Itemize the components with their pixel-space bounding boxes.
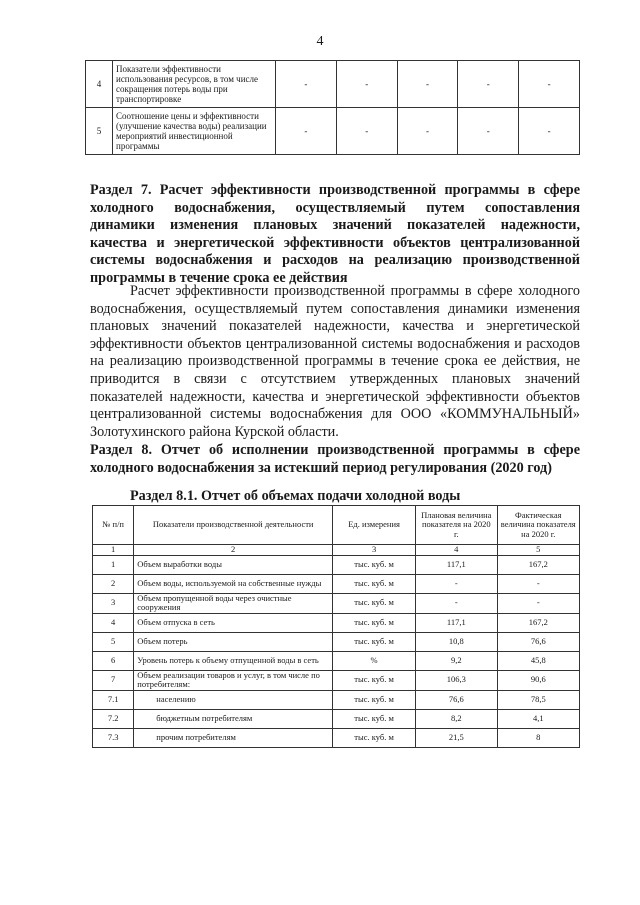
row-unit: тыс. куб. м	[333, 690, 416, 709]
row-plan-value: 10,8	[416, 632, 497, 651]
row-indicator: Объем потерь	[134, 632, 333, 651]
row-value: -	[397, 108, 458, 155]
row-number: 6	[93, 651, 134, 670]
table-row	[93, 593, 580, 613]
row-value: -	[519, 108, 580, 155]
section-7-heading: Раздел 7. Расчет эффективности производственной программы в сфере холодного водоснабжения, осуществляемый путем сопоставления динамики изменения плановых значений показателей надежности, качества и энергетической эффективности объектов централизованной системы водоснабжения и расходов на реализацию производственной программы в течение срока ее действия	[90, 182, 580, 286]
row-fact-value: -	[497, 593, 579, 613]
table-row	[93, 632, 580, 651]
row-plan-value: 76,6	[416, 690, 497, 709]
table-row	[93, 613, 580, 632]
row-value: -	[458, 61, 519, 108]
table-row	[93, 574, 580, 593]
row-indicator: Объем выработки воды	[134, 555, 333, 574]
row-fact-value: 76,6	[497, 632, 579, 651]
section-8-heading: Раздел 8. Отчет об исполнении производственной программы в сфере холодного водоснабжения за истекший период регулирования (2020 год)	[90, 442, 580, 476]
row-unit: тыс. куб. м	[333, 593, 416, 613]
row-indicator: Объем пропущенной воды через очистные сооружения	[134, 593, 333, 613]
row-plan-value: 117,1	[416, 613, 497, 632]
row-label: Соотношение цены и эффективности (улучшение качества воды) реализации мероприятий инвестиционной программы	[113, 108, 276, 155]
row-number: 7.3	[93, 728, 134, 747]
row-value: -	[397, 61, 458, 108]
row-unit: тыс. куб. м	[333, 574, 416, 593]
column-index: 1	[93, 545, 134, 556]
row-unit: тыс. куб. м	[333, 632, 416, 651]
row-value: -	[519, 61, 580, 108]
table-header-row	[93, 506, 580, 545]
header-plan: Плановая величина показателя на 2020 г.	[416, 506, 497, 545]
header-number: № п/п	[93, 506, 134, 545]
row-unit: тыс. куб. м	[333, 728, 416, 747]
water-supply-report-table	[92, 505, 580, 748]
row-indicator: Объем воды, используемой на собственные нужды	[134, 574, 333, 593]
header-indicator: Показатели производственной деятельности	[134, 506, 333, 545]
row-value: -	[276, 108, 337, 155]
table-row	[86, 61, 580, 108]
row-value: -	[336, 61, 397, 108]
column-index: 5	[497, 545, 579, 556]
indicators-table-continuation	[85, 60, 580, 155]
row-indicator: Объем отпуска в сеть	[134, 613, 333, 632]
row-fact-value: 8	[497, 728, 579, 747]
row-plan-value: 8,2	[416, 709, 497, 728]
row-number: 4	[86, 61, 113, 108]
row-unit: тыс. куб. м	[333, 555, 416, 574]
row-number: 3	[93, 593, 134, 613]
row-value: -	[276, 61, 337, 108]
table-row	[86, 108, 580, 155]
row-indicator: Объем реализации товаров и услуг, в том числе по потребителям:	[134, 670, 333, 690]
row-plan-value: 21,5	[416, 728, 497, 747]
row-number: 5	[93, 632, 134, 651]
table-row	[93, 670, 580, 690]
table-row	[93, 555, 580, 574]
row-number: 2	[93, 574, 134, 593]
column-index: 2	[134, 545, 333, 556]
row-plan-value: -	[416, 574, 497, 593]
row-fact-value: -	[497, 574, 579, 593]
row-indicator: бюджетным потребителям	[134, 709, 333, 728]
row-value: -	[458, 108, 519, 155]
row-indicator: прочим потребителям	[134, 728, 333, 747]
row-number: 4	[93, 613, 134, 632]
row-indicator: населению	[134, 690, 333, 709]
row-fact-value: 90,6	[497, 670, 579, 690]
row-indicator: Уровень потерь к объему отпущенной воды в сеть	[134, 651, 333, 670]
row-label: Показатели эффективности использования ресурсов, в том числе сокращения потерь воды при транспортировке	[113, 61, 276, 108]
column-index-row	[93, 545, 580, 556]
row-plan-value: 106,3	[416, 670, 497, 690]
row-fact-value: 167,2	[497, 555, 579, 574]
header-unit: Ед. измерения	[333, 506, 416, 545]
row-number: 7	[93, 670, 134, 690]
row-plan-value: 9,2	[416, 651, 497, 670]
row-number: 7.2	[93, 709, 134, 728]
row-fact-value: 45,8	[497, 651, 579, 670]
table-row	[93, 728, 580, 747]
row-unit: тыс. куб. м	[333, 709, 416, 728]
row-plan-value: 117,1	[416, 555, 497, 574]
row-unit: %	[333, 651, 416, 670]
row-fact-value: 4,1	[497, 709, 579, 728]
table-row	[93, 690, 580, 709]
section-7-body: Расчет эффективности производственной программы в сфере холодного водоснабжения, осуществляемый путем сопоставления динамики изменения плановых значений показателей надежности, качества и энергетической эффективности объектов централизованной системы водоснабжения и расходов на реализацию производственной программы в течение срока ее действия, не приводится в связи с отсутствием утвержденных плановых значений показателей надежности, качества и энергетической эффективности объектов централизованной системы водоснабжения для ООО «КОММУНАЛЬНЫЙ» Золотухинского района Курской области.	[90, 283, 580, 440]
row-number: 5	[86, 108, 113, 155]
section-8-1-heading: Раздел 8.1. Отчет об объемах подачи холодной воды	[130, 488, 461, 504]
row-unit: тыс. куб. м	[333, 613, 416, 632]
row-value: -	[336, 108, 397, 155]
table-row	[93, 651, 580, 670]
row-plan-value: -	[416, 593, 497, 613]
column-index: 3	[333, 545, 416, 556]
row-fact-value: 78,5	[497, 690, 579, 709]
row-number: 1	[93, 555, 134, 574]
column-index: 4	[416, 545, 497, 556]
table-row	[93, 709, 580, 728]
row-fact-value: 167,2	[497, 613, 579, 632]
header-fact: Фактическая величина показателя на 2020 г.	[497, 506, 579, 545]
row-unit: тыс. куб. м	[333, 670, 416, 690]
row-number: 7.1	[93, 690, 134, 709]
page-number: 4	[316, 34, 324, 49]
